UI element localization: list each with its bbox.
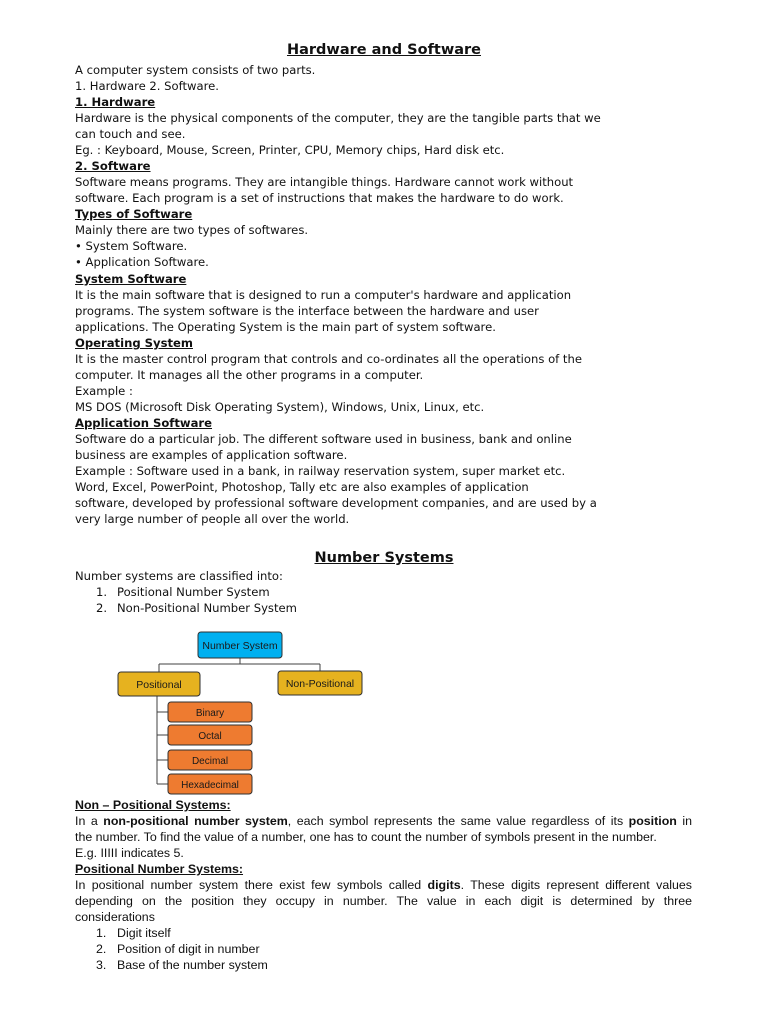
list-item <box>96 957 268 973</box>
list-number: 1. <box>96 585 108 599</box>
bold-term: digits <box>427 878 461 892</box>
paragraph-line: depending on the position they occupy in number. The value in each digit is determined by three <box>75 894 692 908</box>
positional-label: Positional <box>136 679 182 691</box>
text-line: programs. The system software is the interface between the hardware and user <box>75 304 539 318</box>
text-line: Software means programs. They are intangible things. Hardware cannot work without <box>75 175 574 189</box>
hardware-heading: 1. Hardware <box>75 95 156 109</box>
paragraph-line: E.g. IIIII indicates 5. <box>75 846 184 860</box>
hexadecimal-label: Hexadecimal <box>181 780 239 791</box>
paragraph-line <box>75 813 692 829</box>
types-heading: Types of Software <box>75 207 193 221</box>
text-line: Mainly there are two types of softwares. <box>75 223 309 237</box>
bold-term: non-positional number system <box>103 814 288 828</box>
text-line: computer. It manages all the other programs in a computer. <box>75 368 424 382</box>
paragraph-line <box>75 877 692 893</box>
non-positional-heading: Non – Positional Systems: <box>75 798 231 812</box>
bold-term: position <box>628 814 677 828</box>
list-number: 3. <box>96 958 107 972</box>
list-item <box>96 941 260 957</box>
node-positional <box>118 672 200 696</box>
list-text: Positional Number System <box>117 585 270 599</box>
number-systems-title: Number Systems <box>314 550 454 566</box>
text-line: very large number of people all over the world. <box>75 512 350 526</box>
paragraph-line: the number. To find the value of a number, one has to count the number of symbols present in the number. <box>75 830 657 844</box>
text-line: It is the main software that is designed to run a computer's hardware and application <box>75 288 572 302</box>
text-line: software. Each program is a set of instructions that makes the hardware to do work. <box>75 191 564 205</box>
text-line: MS DOS (Microsoft Disk Operating System), Windows, Unix, Linux, etc. <box>75 400 485 414</box>
node-decimal <box>168 750 252 770</box>
text-line: Number systems are classified into: <box>75 569 283 583</box>
list-text: Position of digit in number <box>117 942 260 956</box>
octal-label: Octal <box>198 731 222 742</box>
text-run: . These digits represent different values <box>460 878 692 892</box>
text-line: business are examples of application software. <box>75 448 348 462</box>
text-line: software, developed by professional software development companies, and are used by a <box>75 496 597 510</box>
software-heading: 2. Software <box>75 159 151 173</box>
node-binary <box>168 702 252 722</box>
paragraph-line: considerations <box>75 910 155 924</box>
root-label: Number System <box>202 640 278 652</box>
bullet-item: • Application Software. <box>75 255 209 269</box>
node-non-positional <box>278 671 362 695</box>
os-heading: Operating System <box>75 336 193 350</box>
list-number: 1. <box>96 926 107 940</box>
text-line: Example : <box>75 384 133 398</box>
text-run: In a <box>75 814 104 828</box>
node-hexadecimal <box>168 774 252 794</box>
text-line: can touch and see. <box>75 127 186 141</box>
list-text: Digit itself <box>117 926 171 940</box>
node-root <box>198 632 282 658</box>
non-positional-label: Non-Positional <box>285 678 355 690</box>
positional-heading: Positional Number Systems: <box>75 862 244 876</box>
text-line: A computer system consists of two parts. <box>75 63 316 77</box>
list-text: Base of the number system <box>117 958 268 972</box>
list-number: 2. <box>96 942 107 956</box>
system-software-heading: System Software <box>75 272 187 286</box>
text-line: Hardware is the physical components of the computer, they are the tangible parts that we <box>75 111 601 125</box>
text-line: Software do a particular job. The different software used in business, bank and online <box>75 432 572 446</box>
text-run: In positional number system there exist few symbols called <box>75 878 428 892</box>
text-line: applications. The Operating System is the main part of system software. <box>75 320 496 334</box>
list-item <box>96 925 171 941</box>
text-line: 1. Hardware 2. Software. <box>75 79 219 93</box>
text-line: Eg. : Keyboard, Mouse, Screen, Printer, CPU, Memory chips, Hard disk etc. <box>75 143 505 157</box>
text-line: It is the master control program that controls and co-ordinates all the operations of the <box>75 352 582 366</box>
page-title: Hardware and Software <box>286 42 481 58</box>
list-text: Non-Positional Number System <box>117 601 297 615</box>
decimal-label: Decimal <box>191 756 229 767</box>
application-software-heading: Application Software <box>75 416 213 430</box>
list-number: 2. <box>96 601 108 615</box>
node-octal <box>168 725 252 745</box>
text-run: in <box>676 814 692 828</box>
text-line: Example : Software used in a bank, in railway reservation system, super market etc. <box>75 464 566 478</box>
binary-label: Binary <box>195 708 225 719</box>
text-run: , each symbol represents the same value regardless of its <box>287 814 629 828</box>
bullet-item: • System Software. <box>75 239 188 253</box>
text-line: Word, Excel, PowerPoint, Photoshop, Tally etc are also examples of application <box>75 480 529 494</box>
